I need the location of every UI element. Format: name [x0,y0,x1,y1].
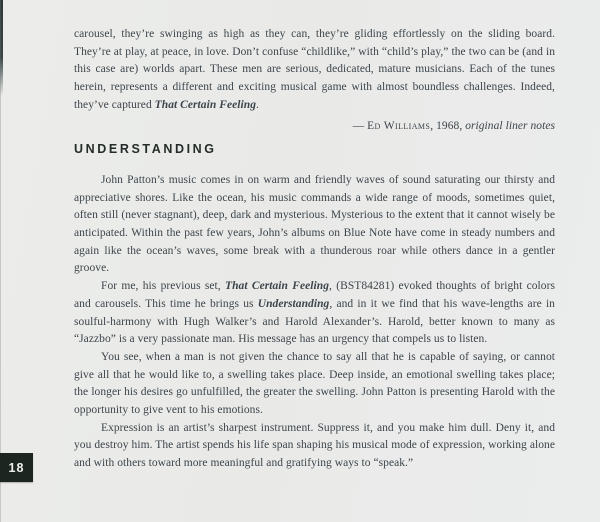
text-run: For me, his previous set, [101,280,226,293]
page-number-badge: 18 [0,453,33,482]
text-run: carousel, they’re swinging as high as they can, they’re gliding effortlessly on the sliding board. They’re at play, at peace, in love. Don’t confuse “childlike,” with “child’s play,” the two can be (and in this case are) worlds apart. These men are serious, dedicated, mature musicians. Each of the tunes herein, represents a different and exciting musical game with almost boundless challenges. Indeed, they’ve captured [74,28,555,111]
intro-paragraph [74,26,555,115]
paragraph [74,278,555,349]
text-run: Ed Williams [367,119,431,132]
text-run: , 1968, [430,119,466,132]
scan-edge-line [0,0,1,522]
text-run: Expression is an artist’s sharpest instrument. Suppress it, and you make him dull. Deny it, and you destroy him. The artist spends his life span shaping his musical mode of expression, working alone and with others toward more meaningful and gratifying ways to “speak.” [74,421,555,470]
document-body [74,172,555,473]
text-run: Understanding [257,297,330,310]
liner-notes-content [74,26,555,473]
text-run: original liner notes [465,119,555,132]
section-heading: UNDERSTANDING [74,142,217,157]
text-run: . [256,98,259,111]
paragraph [74,172,555,278]
attribution-line [74,118,555,136]
text-run: John Patton’s music comes in on warm and friendly waves of sound saturating our thirsty and appreciative shores. Like the ocean, his music commands a wide range of moods, sometimes quiet, often still (never stagnant), deep, dark and mysterious. Mysterious to the extent that it cannot wisely be anticipated. Within the past few years, John’s albums on Blue Note have come in steady numbers and again like the ocean’s waves, some break with a thunderous roar while others dance in a gentler groove. [74,173,555,275]
text-run: That Certain Feeling [225,280,330,293]
text-run: You see, when a man is not given the chance to say all that he is capable of saying, or cannot give all that he would like to, a swelling takes place. Deep inside, an emotional swelling takes place; the longer his desires go unfulfilled, the greater the swelling. John Patton is presenting Harold with the opportunity to give vent to his emotions. [74,350,555,417]
paragraph [74,349,555,420]
text-run: — [352,119,368,132]
paragraph [74,420,555,473]
text-run: , (BST84281) evoked thoughts of bright colors and carousels. This time he brings us [74,280,556,310]
text-run: , and in it we find that his wave-lengths are in soulful-harmony with Hugh Walker’s and Harold Alexander’s. Harold, better known to many as “Jazzbo” is a very passionate man. His message has an urgency that compels us to listen. [74,297,555,346]
text-run: That Certain Feeling [154,98,256,111]
